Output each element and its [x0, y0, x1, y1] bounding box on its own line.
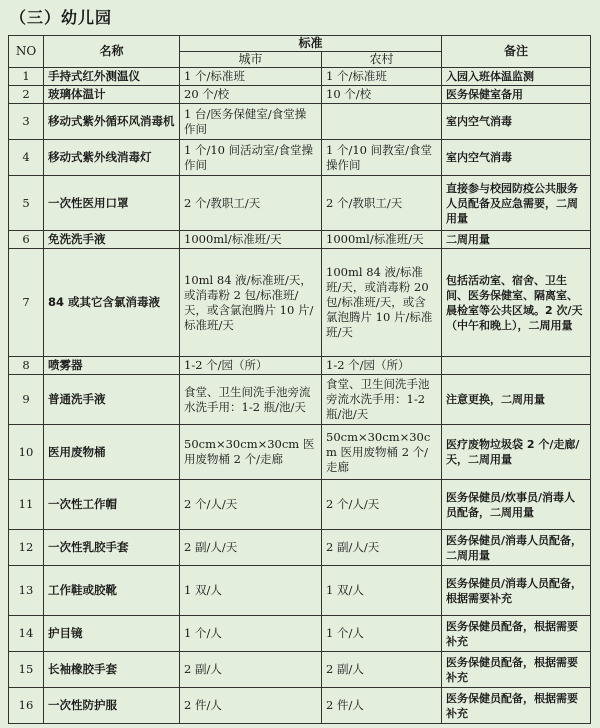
row-note: 医务保健室备用 — [442, 86, 591, 104]
header-rural: 农村 — [322, 52, 442, 68]
row-note: 室内空气消毒 — [442, 140, 591, 176]
table-row — [9, 68, 591, 86]
row-city-standard: 2 副/人 — [180, 652, 322, 688]
table-row — [9, 616, 591, 652]
row-city-standard: 1 台/医务保健室/食堂操作间 — [180, 104, 322, 140]
header-standard: 标准 — [180, 36, 442, 52]
table-row — [9, 530, 591, 566]
row-note: 医务保健员/炊事员/消毒人员配备，二周用量 — [442, 480, 591, 530]
row-city-standard: 10ml 84 液/标准班/天，或消毒粉 2 包/标准班/天，或含氯泡腾片 10 片/标准班/天 — [180, 249, 322, 357]
table-row — [9, 688, 591, 724]
row-rural-standard: 1-2 个/园（所） — [322, 357, 442, 375]
row-note: 医务保健员/消毒人员配备，根据需要补充 — [442, 566, 591, 616]
row-name: 工作鞋或胶靴 — [44, 566, 180, 616]
row-no: 6 — [9, 231, 44, 249]
row-note: 入园入班体温监测 — [442, 68, 591, 86]
supplies-table — [8, 35, 591, 724]
row-city-standard: 50cm×30cm×30cm 医用废物桶 2 个/走廊 — [180, 425, 322, 480]
row-no: 11 — [9, 480, 44, 530]
table-row — [9, 176, 591, 231]
row-note: 注意更换，二周用量 — [442, 375, 591, 425]
row-note: 包括活动室、宿舍、卫生间、医务保健室、隔离室、晨检室等公共区域。2 次/天（中午和晚上），二周用量 — [442, 249, 591, 357]
row-note: 医务保健员/消毒人员配备，二周用量 — [442, 530, 591, 566]
row-name: 84 或其它含氯消毒液 — [44, 249, 180, 357]
row-no: 7 — [9, 249, 44, 357]
row-no: 1 — [9, 68, 44, 86]
row-note: 医务保健员配备，根据需要补充 — [442, 652, 591, 688]
row-city-standard: 1 双/人 — [180, 566, 322, 616]
row-city-standard: 2 副/人/天 — [180, 530, 322, 566]
row-rural-standard: 2 个/教职工/天 — [322, 176, 442, 231]
row-name: 长袖橡胶手套 — [44, 652, 180, 688]
table-row — [9, 375, 591, 425]
row-name: 手持式红外测温仪 — [44, 68, 180, 86]
row-city-standard: 2 件/人 — [180, 688, 322, 724]
row-name: 一次性工作帽 — [44, 480, 180, 530]
row-name: 普通洗手液 — [44, 375, 180, 425]
row-city-standard: 1000ml/标准班/天 — [180, 231, 322, 249]
row-rural-standard: 2 个/人/天 — [322, 480, 442, 530]
row-no: 10 — [9, 425, 44, 480]
table-row — [9, 249, 591, 357]
table-row — [9, 231, 591, 249]
row-rural-standard: 2 副/人 — [322, 652, 442, 688]
row-no: 4 — [9, 140, 44, 176]
row-rural-standard: 100ml 84 液/标准班/天，或消毒粉 20 包/标准班/天，或含氯泡腾片 10 片/标准班/天 — [322, 249, 442, 357]
table-row — [9, 566, 591, 616]
table-row — [9, 86, 591, 104]
header-city: 城市 — [180, 52, 322, 68]
row-city-standard: 20 个/校 — [180, 86, 322, 104]
table-row — [9, 357, 591, 375]
row-name: 医用废物桶 — [44, 425, 180, 480]
row-name: 一次性防护服 — [44, 688, 180, 724]
row-name: 护目镜 — [44, 616, 180, 652]
row-name: 一次性乳胶手套 — [44, 530, 180, 566]
row-note: 医疗废物垃圾袋 2 个/走廊/天，二周用量 — [442, 425, 591, 480]
row-no: 14 — [9, 616, 44, 652]
header-no: NO — [9, 36, 44, 68]
row-rural-standard: 1 双/人 — [322, 566, 442, 616]
row-no: 5 — [9, 176, 44, 231]
row-no: 16 — [9, 688, 44, 724]
row-rural-standard: 1 个/人 — [322, 616, 442, 652]
row-rural-standard: 2 件/人 — [322, 688, 442, 724]
section-title: （三）幼儿园 — [10, 8, 113, 27]
row-note: 医务保健员配备，根据需要补充 — [442, 688, 591, 724]
row-city-standard: 2 个/人/天 — [180, 480, 322, 530]
row-no: 8 — [9, 357, 44, 375]
row-no: 2 — [9, 86, 44, 104]
row-note: 二周用量 — [442, 231, 591, 249]
table-row — [9, 104, 591, 140]
row-no: 12 — [9, 530, 44, 566]
row-city-standard: 2 个/教职工/天 — [180, 176, 322, 231]
row-name: 移动式紫外循环风消毒机 — [44, 104, 180, 140]
row-no: 3 — [9, 104, 44, 140]
row-city-standard: 1 个/10 间活动室/食堂操作间 — [180, 140, 322, 176]
header-note: 备注 — [442, 36, 591, 68]
table-row — [9, 652, 591, 688]
row-city-standard: 1-2 个/园（所） — [180, 357, 322, 375]
row-city-standard: 1 个/标准班 — [180, 68, 322, 86]
row-rural-standard: 1000ml/标准班/天 — [322, 231, 442, 249]
header-name: 名称 — [44, 36, 180, 68]
table-row — [9, 140, 591, 176]
row-no: 9 — [9, 375, 44, 425]
row-city-standard: 食堂、卫生间洗手池旁流水洗手用：1-2 瓶/池/天 — [180, 375, 322, 425]
row-note — [442, 357, 591, 375]
row-name: 喷雾器 — [44, 357, 180, 375]
row-no: 13 — [9, 566, 44, 616]
row-rural-standard: 50cm×30cm×30cm 医用废物桶 2 个/走廊 — [322, 425, 442, 480]
row-no: 15 — [9, 652, 44, 688]
row-name: 一次性医用口罩 — [44, 176, 180, 231]
row-city-standard: 1 个/人 — [180, 616, 322, 652]
row-rural-standard: 2 副/人/天 — [322, 530, 442, 566]
table-row — [9, 480, 591, 530]
row-rural-standard: 1 个/10 间教室/食堂操作间 — [322, 140, 442, 176]
row-note: 室内空气消毒 — [442, 104, 591, 140]
row-name: 玻璃体温计 — [44, 86, 180, 104]
row-rural-standard: 10 个/校 — [322, 86, 442, 104]
row-note: 医务保健员配备，根据需要补充 — [442, 616, 591, 652]
row-rural-standard: 食堂、卫生间洗手池旁流水洗手用：1-2 瓶/池/天 — [322, 375, 442, 425]
table-row — [9, 425, 591, 480]
row-name: 免洗洗手液 — [44, 231, 180, 249]
row-note: 直接参与校园防疫公共服务人员配备及应急需要，二周用量 — [442, 176, 591, 231]
row-name: 移动式紫外线消毒灯 — [44, 140, 180, 176]
row-rural-standard — [322, 104, 442, 140]
row-rural-standard: 1 个/标准班 — [322, 68, 442, 86]
